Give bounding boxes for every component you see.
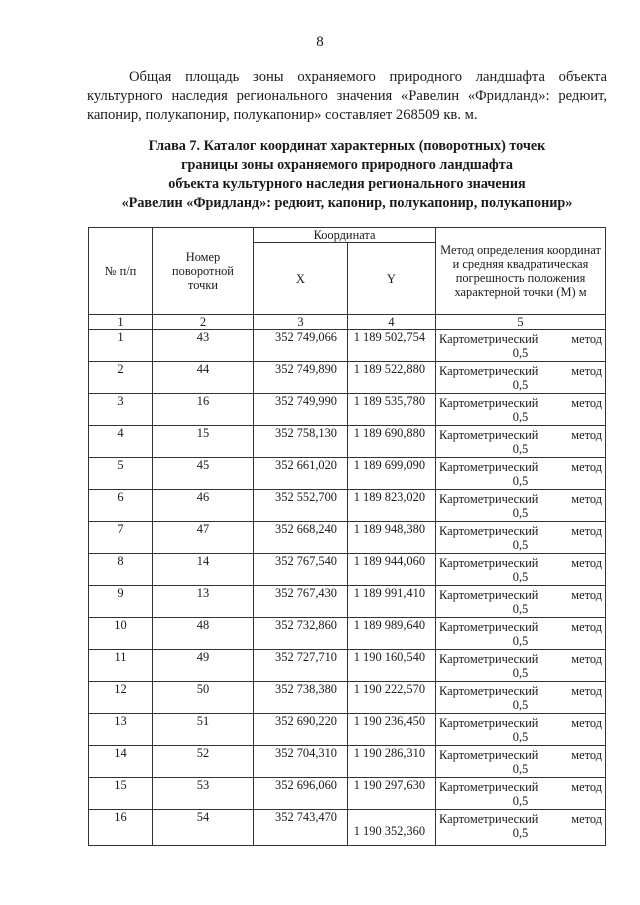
method-text: Картометрический метод (439, 332, 603, 346)
error-value: 0,5 (512, 730, 529, 744)
chapter-title-line-4: «Равелин «Фридланд»: редюит, капонир, полукапонир, полукапонир» (121, 195, 573, 211)
error-value: 0,5 (512, 794, 529, 808)
error-value: 0,5 (512, 410, 529, 424)
x-coordinate-cell: 352 552,700 (254, 490, 348, 522)
table-row (89, 682, 606, 714)
column-number: 5 (436, 315, 606, 330)
method-text: Картометрический метод (439, 588, 603, 602)
error-value: 0,5 (512, 666, 529, 680)
method-cell (436, 554, 606, 586)
method-text: Картометрический метод (439, 524, 603, 538)
error-value: 0,5 (512, 506, 529, 520)
x-coordinate-cell: 352 727,710 (254, 650, 348, 682)
x-coordinate-cell: 352 749,990 (254, 394, 348, 426)
page-number: 8 (316, 34, 324, 50)
x-coordinate-cell: 352 743,470 (254, 810, 348, 846)
point-number-cell: 53 (153, 778, 254, 810)
point-number-cell: 49 (153, 650, 254, 682)
row-number-cell: 7 (89, 522, 153, 554)
y-coordinate-cell: 1 189 989,640 (348, 618, 436, 650)
table-row (89, 426, 606, 458)
table-row (89, 714, 606, 746)
header-point: Номер поворотной точки (153, 228, 254, 315)
row-number-cell: 14 (89, 746, 153, 778)
chapter-title-line-1: Глава 7. Каталог координат характерных (поворотных) точек (148, 138, 546, 154)
chapter-title-line-3: объекта культурного наследия регионального значения (168, 176, 526, 192)
error-value: 0,5 (512, 538, 529, 552)
method-cell (436, 426, 606, 458)
row-number-cell: 4 (89, 426, 153, 458)
method-cell (436, 618, 606, 650)
method-text: Картометрический метод (439, 748, 603, 762)
method-cell (436, 458, 606, 490)
point-number-cell: 50 (153, 682, 254, 714)
table-row (89, 810, 606, 846)
method-cell (436, 490, 606, 522)
row-number-cell: 12 (89, 682, 153, 714)
error-value: 0,5 (512, 346, 529, 360)
header-method: Метод определения координат и средняя квадратическая погрешность положения характерной точки (М) м (436, 228, 606, 315)
column-number: 1 (89, 315, 153, 330)
method-text: Картометрический метод (439, 460, 603, 474)
x-coordinate-cell: 352 767,430 (254, 586, 348, 618)
y-coordinate-cell: 1 190 236,450 (348, 714, 436, 746)
x-coordinate-cell: 352 661,020 (254, 458, 348, 490)
y-coordinate-cell: 1 189 522,880 (348, 362, 436, 394)
point-number-cell: 54 (153, 810, 254, 846)
error-value: 0,5 (512, 442, 529, 456)
table-row (89, 650, 606, 682)
method-cell (436, 394, 606, 426)
table-row (89, 554, 606, 586)
y-coordinate-cell: 1 189 991,410 (348, 586, 436, 618)
x-coordinate-cell: 352 738,380 (254, 682, 348, 714)
method-text: Картометрический метод (439, 492, 603, 506)
point-number-cell: 13 (153, 586, 254, 618)
row-number-cell: 16 (89, 810, 153, 846)
error-value: 0,5 (512, 826, 529, 840)
error-value: 0,5 (512, 570, 529, 584)
point-number-cell: 51 (153, 714, 254, 746)
y-coordinate-cell: 1 190 160,540 (348, 650, 436, 682)
point-number-cell: 45 (153, 458, 254, 490)
point-number-cell: 16 (153, 394, 254, 426)
x-coordinate-cell: 352 690,220 (254, 714, 348, 746)
chapter-title-line-2: границы зоны охраняемого природного ландшафта (181, 157, 513, 173)
column-number: 4 (348, 315, 436, 330)
y-coordinate-cell: 1 189 944,060 (348, 554, 436, 586)
method-cell (436, 362, 606, 394)
x-coordinate-cell: 352 704,310 (254, 746, 348, 778)
method-cell (436, 778, 606, 810)
column-number: 3 (254, 315, 348, 330)
method-text: Картометрический метод (439, 428, 603, 442)
y-coordinate-cell: 1 190 297,630 (348, 778, 436, 810)
x-coordinate-cell: 352 749,066 (254, 330, 348, 362)
y-coordinate-cell: 1 189 823,020 (348, 490, 436, 522)
point-number-cell: 48 (153, 618, 254, 650)
error-value: 0,5 (512, 602, 529, 616)
method-text: Картометрический метод (439, 396, 603, 410)
y-coordinate-cell: 1 190 222,570 (348, 682, 436, 714)
row-number-cell: 2 (89, 362, 153, 394)
row-number-cell: 13 (89, 714, 153, 746)
method-text: Картометрический метод (439, 620, 603, 634)
header-y: Y (348, 243, 436, 315)
row-number-cell: 15 (89, 778, 153, 810)
point-number-cell: 47 (153, 522, 254, 554)
x-coordinate-cell: 352 758,130 (254, 426, 348, 458)
y-coordinate-cell: 1 189 948,380 (348, 522, 436, 554)
x-coordinate-cell: 352 732,860 (254, 618, 348, 650)
error-value: 0,5 (512, 634, 529, 648)
row-number-cell: 8 (89, 554, 153, 586)
row-number-cell: 10 (89, 618, 153, 650)
method-text: Картометрический метод (439, 716, 603, 730)
table-row (89, 458, 606, 490)
point-number-cell: 14 (153, 554, 254, 586)
method-cell (436, 810, 606, 846)
row-number-cell: 5 (89, 458, 153, 490)
table-row (89, 490, 606, 522)
x-coordinate-cell: 352 668,240 (254, 522, 348, 554)
method-text: Картометрический метод (439, 364, 603, 378)
header-x: X (254, 243, 348, 315)
error-value: 0,5 (512, 474, 529, 488)
x-coordinate-cell: 352 767,540 (254, 554, 348, 586)
error-value: 0,5 (512, 762, 529, 776)
method-cell (436, 330, 606, 362)
table-row (89, 522, 606, 554)
chapter-title (87, 137, 607, 213)
y-coordinate-cell: 1 189 535,780 (348, 394, 436, 426)
method-text: Картометрический метод (439, 556, 603, 570)
row-number-cell: 3 (89, 394, 153, 426)
method-text: Картометрический метод (439, 652, 603, 666)
method-cell (436, 714, 606, 746)
table-row (89, 746, 606, 778)
y-coordinate-cell: 1 189 699,090 (348, 458, 436, 490)
method-cell (436, 522, 606, 554)
x-coordinate-cell: 352 749,890 (254, 362, 348, 394)
x-coordinate-cell: 352 696,060 (254, 778, 348, 810)
header-num: № п/п (89, 228, 153, 315)
method-cell (436, 746, 606, 778)
table-row (89, 586, 606, 618)
method-text: Картометрический метод (439, 684, 603, 698)
row-number-cell: 11 (89, 650, 153, 682)
coordinates-table (88, 227, 606, 846)
y-coordinate-cell: 1 190 352,360 (348, 810, 436, 846)
table-row (89, 618, 606, 650)
row-number-cell: 1 (89, 330, 153, 362)
table-row (89, 778, 606, 810)
row-number-cell: 9 (89, 586, 153, 618)
y-coordinate-cell: 1 189 690,880 (348, 426, 436, 458)
y-coordinate-cell: 1 189 502,754 (348, 330, 436, 362)
y-coordinate-cell: 1 190 286,310 (348, 746, 436, 778)
point-number-cell: 44 (153, 362, 254, 394)
header-coordinate: Координата (254, 228, 436, 243)
method-cell (436, 682, 606, 714)
point-number-cell: 46 (153, 490, 254, 522)
point-number-cell: 52 (153, 746, 254, 778)
error-value: 0,5 (512, 378, 529, 392)
column-number: 2 (153, 315, 254, 330)
method-cell (436, 650, 606, 682)
table-row (89, 362, 606, 394)
point-number-cell: 43 (153, 330, 254, 362)
row-number-cell: 6 (89, 490, 153, 522)
method-text: Картометрический метод (439, 780, 603, 794)
error-value: 0,5 (512, 698, 529, 712)
table-row (89, 394, 606, 426)
method-text: Картометрический метод (439, 812, 603, 826)
intro-paragraph: Общая площадь зоны охраняемого природного ландшафта объекта культурного наследия регионального значения «Равелин «Фридланд»: редюит, капонир, полукапонир, полукапонир» составляет 268509 кв. м. (87, 69, 607, 123)
table-row (89, 330, 606, 362)
point-number-cell: 15 (153, 426, 254, 458)
method-cell (436, 586, 606, 618)
